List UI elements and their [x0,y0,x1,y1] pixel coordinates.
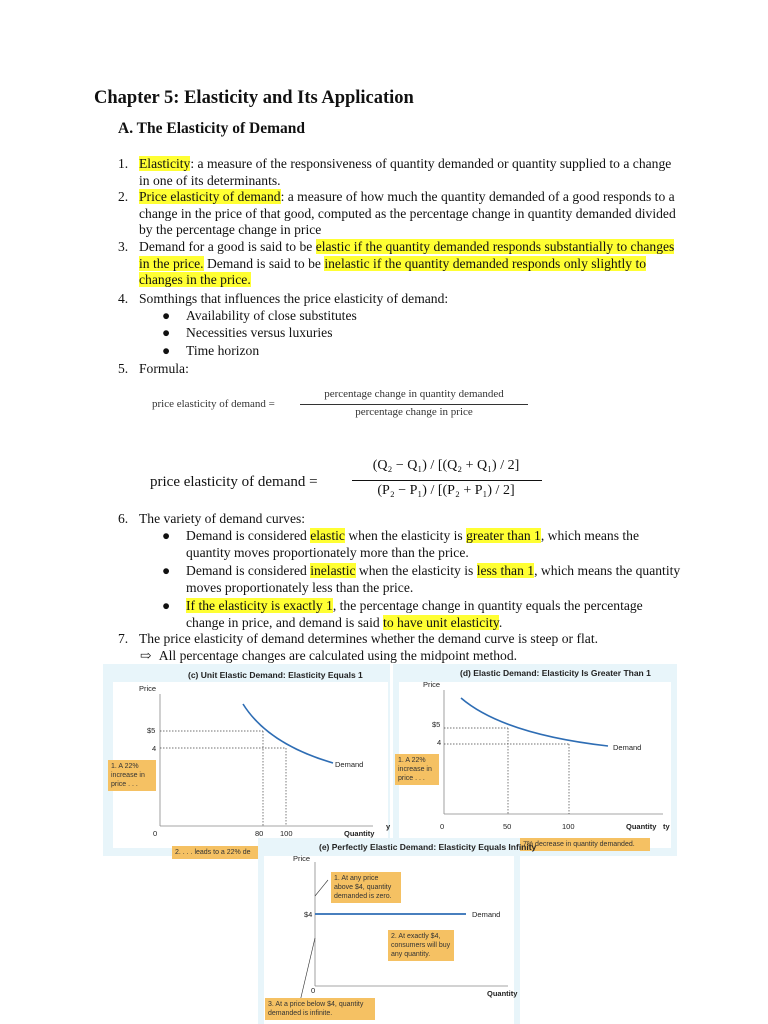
bullet-text: , the percentage change in quantity equals the percentage change in price, and demand is said [186,598,643,630]
graph-e-origin: 0 [311,986,316,995]
bullet-text: , which means the quantity moves proportionately more than the price. [186,528,640,560]
item-text: Formula: [139,361,189,376]
graph-d-xlabel: Quantity [626,822,657,831]
item-number: 3. [118,239,129,254]
item-text: Demand is said to be [203,255,325,271]
formula-1-denominator: percentage change in price [355,406,473,418]
bullet-text: . [498,614,503,630]
graph-e-note-1: 1. At any price above $4, quantity demanded is zero. [331,872,401,903]
highlight: inelastic [310,563,356,578]
list-item [118,361,678,378]
highlight: greater than 1 [466,528,541,543]
highlight: less than 1 [476,563,535,578]
item-number: 6. [118,511,129,526]
arrow-text: All percentage changes are calculated using the midpoint method. [158,648,518,663]
bullet-text: when the elasticity is [344,528,467,543]
bullet-text: Availability of close substitutes [186,308,357,323]
graph-d-tick-5: $5 [432,720,441,729]
page-title: Chapter 5: Elasticity and Its Application [94,88,414,108]
graph-c-tick-5: $5 [147,726,156,735]
list-item [118,189,678,239]
highlight: to have unit elasticity [383,614,499,630]
bullet-text: when the elasticity is [355,563,477,578]
formula-2-lhs: price elasticity of demand = [150,474,318,490]
item-text: Somthings that influences the price elasticity of demand: [139,291,449,306]
clipped-text: y [386,822,391,831]
graph-e-tick-4: $4 [304,910,313,919]
highlight: Price elasticity of demand [139,189,281,204]
clipped-text: ty [663,822,670,831]
bullet-text: Time horizon [186,343,260,358]
highlight: Elasticity [139,156,191,171]
highlight: inelastic if the quantity demanded responds only slightly to changes in the price. [139,255,647,288]
graph-e-note-3: 3. At a price below $4, quantity demanded is infinite. [265,998,375,1020]
graph-c-title: (c) Unit Elastic Demand: Elasticity Equals 1 [188,670,363,680]
formula-1-numerator: percentage change in quantity demanded [324,388,504,400]
bullet-text: Demand is considered [186,528,311,543]
graph-d-note-1: 1. A 22% increase in price . . . [395,754,439,785]
list-item [118,239,678,289]
item-text: : a measure of the responsiveness of quantity demanded or quantity supplied to a change in one of its determinants. [139,156,672,188]
section-heading: A. The Elasticity of Demand [118,120,306,137]
highlight: If the elasticity is exactly 1 [186,598,333,613]
graph-c-origin: 0 [153,829,158,838]
item-text: The variety of demand curves: [139,511,306,526]
graph-d-tick-4: 4 [437,738,442,747]
graph-c-tick-100: 100 [280,829,293,838]
list-item [118,156,678,189]
formula-2-denominator: (P₂ − P₁) / [(P₂ + P₁) / 2] [377,483,515,498]
graph-d-demand-label: Demand [613,743,642,752]
graph-c-note-1: 1. A 22% increase in price . . . [108,760,156,791]
item-text: The price elasticity of demand determines whether the demand curve is steep or flat. [139,631,598,646]
formula-2-numerator: (Q₂ − Q₁) / [(Q₂ + Q₁) / 2] [372,458,520,473]
graph-e-ylabel: Price [293,854,311,863]
bullet-item: ● Necessities versus luxuries [162,325,682,342]
item-number: 4. [118,291,129,306]
graph-c-tick-4: 4 [152,744,157,753]
highlight: elastic if the quantity demanded responds substantially to changes in the price. [139,239,675,271]
bullet-item: ● If the elasticity is exactly 1, the percentage change in quantity equals the percentage change in price, and demand is said to have unit elasticity. [162,598,643,630]
graph-c-ylabel: Price [139,684,157,693]
highlight: elastic [310,528,345,543]
fraction-bar [352,480,542,481]
bullet-text: , which means the quantity moves proportionately less than the price. [186,563,681,595]
list-item [118,631,698,648]
graph-e-note-2: 2. At exactly $4, consumers will buy any quantity. [388,930,454,961]
list-item [118,291,678,308]
right-arrow-icon: ⇨ [140,648,152,663]
graph-c-note-2: 2. . . . leads to a 22% de [172,846,264,859]
graph-e-title: (e) Perfectly Elastic Demand: Elasticity Equals Infinity [319,842,537,852]
fraction-bar [300,404,528,405]
graph-d-tick-100: 100 [562,822,575,831]
formula-1-lhs: price elasticity of demand = [152,398,275,410]
graph-e-demand-label: Demand [472,910,501,919]
bullet-text: Demand is considered [186,563,311,578]
graph-c-tick-80: 80 [255,829,264,838]
graph-d-origin: 0 [440,822,445,831]
bullet-text: Necessities versus luxuries [186,325,333,340]
bullet-item: ● Availability of close substitutes [162,308,682,325]
item-text: : a measure of how much the quantity demanded of a good responds to a change in the price of that good, computed as the percentage change in quantity demanded divided by the percentage change in price [139,189,676,238]
bullet-item: ● Demand is considered elastic when the elasticity is greater than 1, which means the quantity moves proportionately more than the price. [162,528,640,560]
graph-c-demand-label: Demand [335,760,364,769]
list-item [118,511,678,528]
graph-c-xlabel: Quantity [344,829,375,838]
item-number: 5. [118,361,129,376]
item-text: Demand for a good is said to be [139,239,316,254]
bullet-item: ● Demand is considered inelastic when the elasticity is less than 1, which means the quantity moves proportionately less than the price. [162,563,681,595]
item-number: 2. [118,189,129,204]
graph-d-title: (d) Elastic Demand: Elasticity Is Greater Than 1 [460,668,651,678]
item-number: 7. [118,631,129,646]
graph-e-xlabel: Quantity [487,989,518,998]
graph-d-note-2: 7% decrease in quantity demanded. [520,838,650,851]
graph-d-ylabel: Price [423,680,441,689]
bullet-item: ● Time horizon [162,343,682,360]
item-number: 1. [118,156,129,171]
graph-d-tick-50: 50 [503,822,512,831]
arrow-line [140,648,517,665]
